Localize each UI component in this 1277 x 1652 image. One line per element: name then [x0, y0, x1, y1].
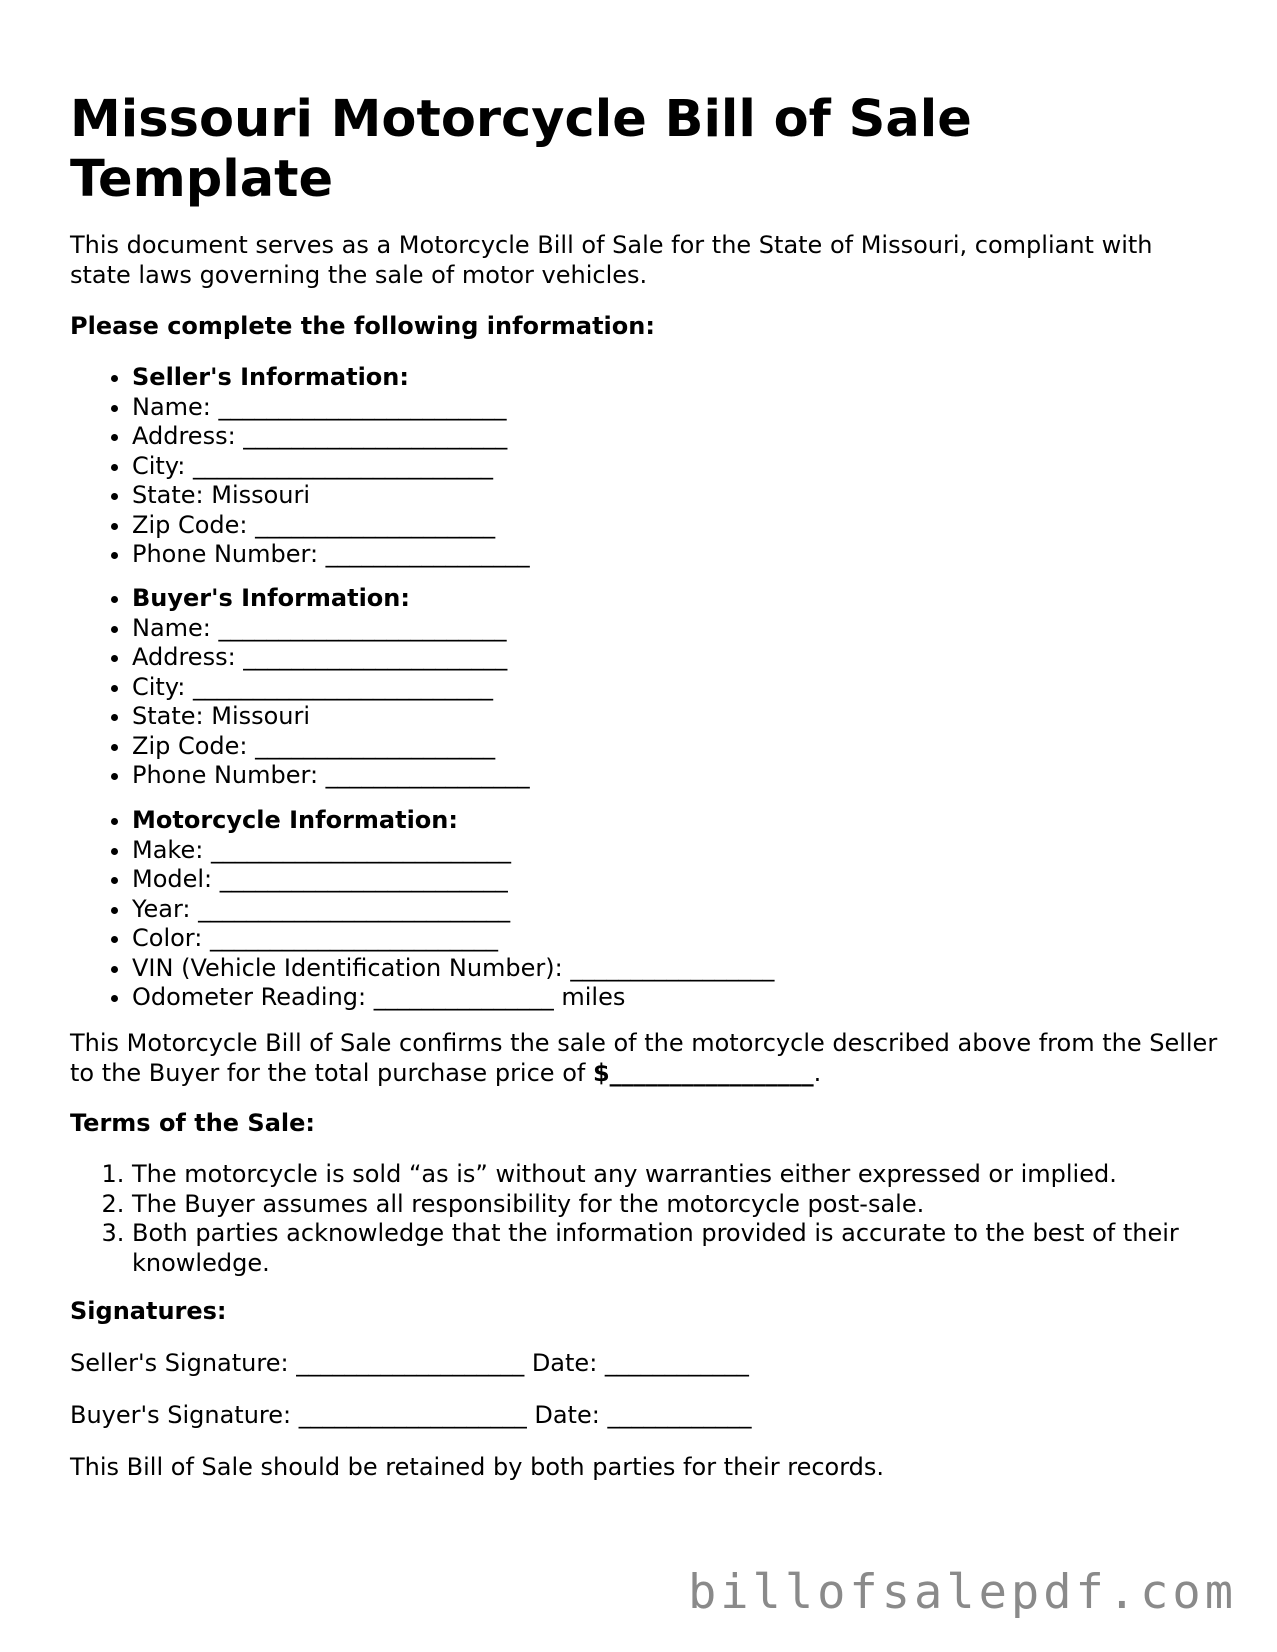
- year-field[interactable]: • Year: __________________________: [132, 895, 1220, 925]
- buyer-section: [70, 584, 1220, 791]
- term-item: 3. Both parties acknowledge that the information provided is accurate to the best of their knowledge.: [132, 1219, 1220, 1278]
- odometer-field[interactable]: • Odometer Reading: _______________ miles: [132, 983, 1220, 1013]
- vin-field[interactable]: • VIN (Vehicle Identification Number): _________________: [132, 954, 1220, 984]
- seller-zip-field[interactable]: • Zip Code: ____________________: [132, 511, 1220, 541]
- term-item: 2. The Buyer assumes all responsibility for the motorcycle post-sale.: [132, 1190, 1220, 1220]
- seller-section: [70, 363, 1220, 570]
- buyer-state: • State: Missouri: [132, 702, 1220, 732]
- seller-heading: • Seller's Information:: [132, 363, 1220, 393]
- buyer-phone-field[interactable]: • Phone Number: _________________: [132, 761, 1220, 791]
- retain-note: This Bill of Sale should be retained by both parties for their records.: [70, 1453, 885, 1481]
- confirmation-paragraph: [70, 1028, 1220, 1088]
- watermark: billofsalepdf.com: [687, 1565, 1237, 1620]
- buyer-address-field[interactable]: • Address: ______________________: [132, 643, 1220, 673]
- intro-paragraph: This document serves as a Motorcycle Bill of Sale for the State of Missouri, compliant with state laws governing the sale of motor vehicles.: [70, 231, 1153, 289]
- model-field[interactable]: • Model: ________________________: [132, 865, 1220, 895]
- document-title: Missouri Motorcycle Bill of Sale Template: [70, 90, 972, 209]
- seller-address-field[interactable]: • Address: ______________________: [132, 422, 1220, 452]
- make-field[interactable]: • Make: _________________________: [132, 836, 1220, 866]
- confirmation-end: .: [813, 1059, 822, 1087]
- buyer-city-field[interactable]: • City: _________________________: [132, 673, 1220, 703]
- terms-heading: Terms of the Sale:: [70, 1109, 316, 1137]
- signatures-heading: Signatures:: [70, 1297, 227, 1325]
- seller-phone-field[interactable]: • Phone Number: _________________: [132, 540, 1220, 570]
- motorcycle-heading: • Motorcycle Information:: [132, 806, 1220, 836]
- buyer-name-field[interactable]: • Name: ________________________: [132, 614, 1220, 644]
- terms-list: [70, 1160, 1220, 1278]
- buyer-signature-line[interactable]: Buyer's Signature: ___________________ Date: ____________: [70, 1401, 752, 1429]
- color-field[interactable]: • Color: ________________________: [132, 924, 1220, 954]
- motorcycle-section: [70, 806, 1220, 1013]
- instructions-heading: Please complete the following information:: [70, 312, 655, 340]
- buyer-heading: • Buyer's Information:: [132, 584, 1220, 614]
- term-item: 1. The motorcycle is sold “as is” without any warranties either expressed or implied.: [132, 1160, 1220, 1190]
- price-field[interactable]: $_________________: [592, 1059, 814, 1087]
- seller-city-field[interactable]: • City: _________________________: [132, 452, 1220, 482]
- seller-name-field[interactable]: • Name: ________________________: [132, 393, 1220, 423]
- buyer-zip-field[interactable]: • Zip Code: ____________________: [132, 732, 1220, 762]
- seller-state: • State: Missouri: [132, 481, 1220, 511]
- seller-signature-line[interactable]: Seller's Signature: ___________________ Date: ____________: [70, 1349, 749, 1377]
- confirmation-text: This Motorcycle Bill of Sale confirms the sale of the motorcycle described above from the Seller to the Buyer for the total purchase price of: [70, 1029, 1218, 1087]
